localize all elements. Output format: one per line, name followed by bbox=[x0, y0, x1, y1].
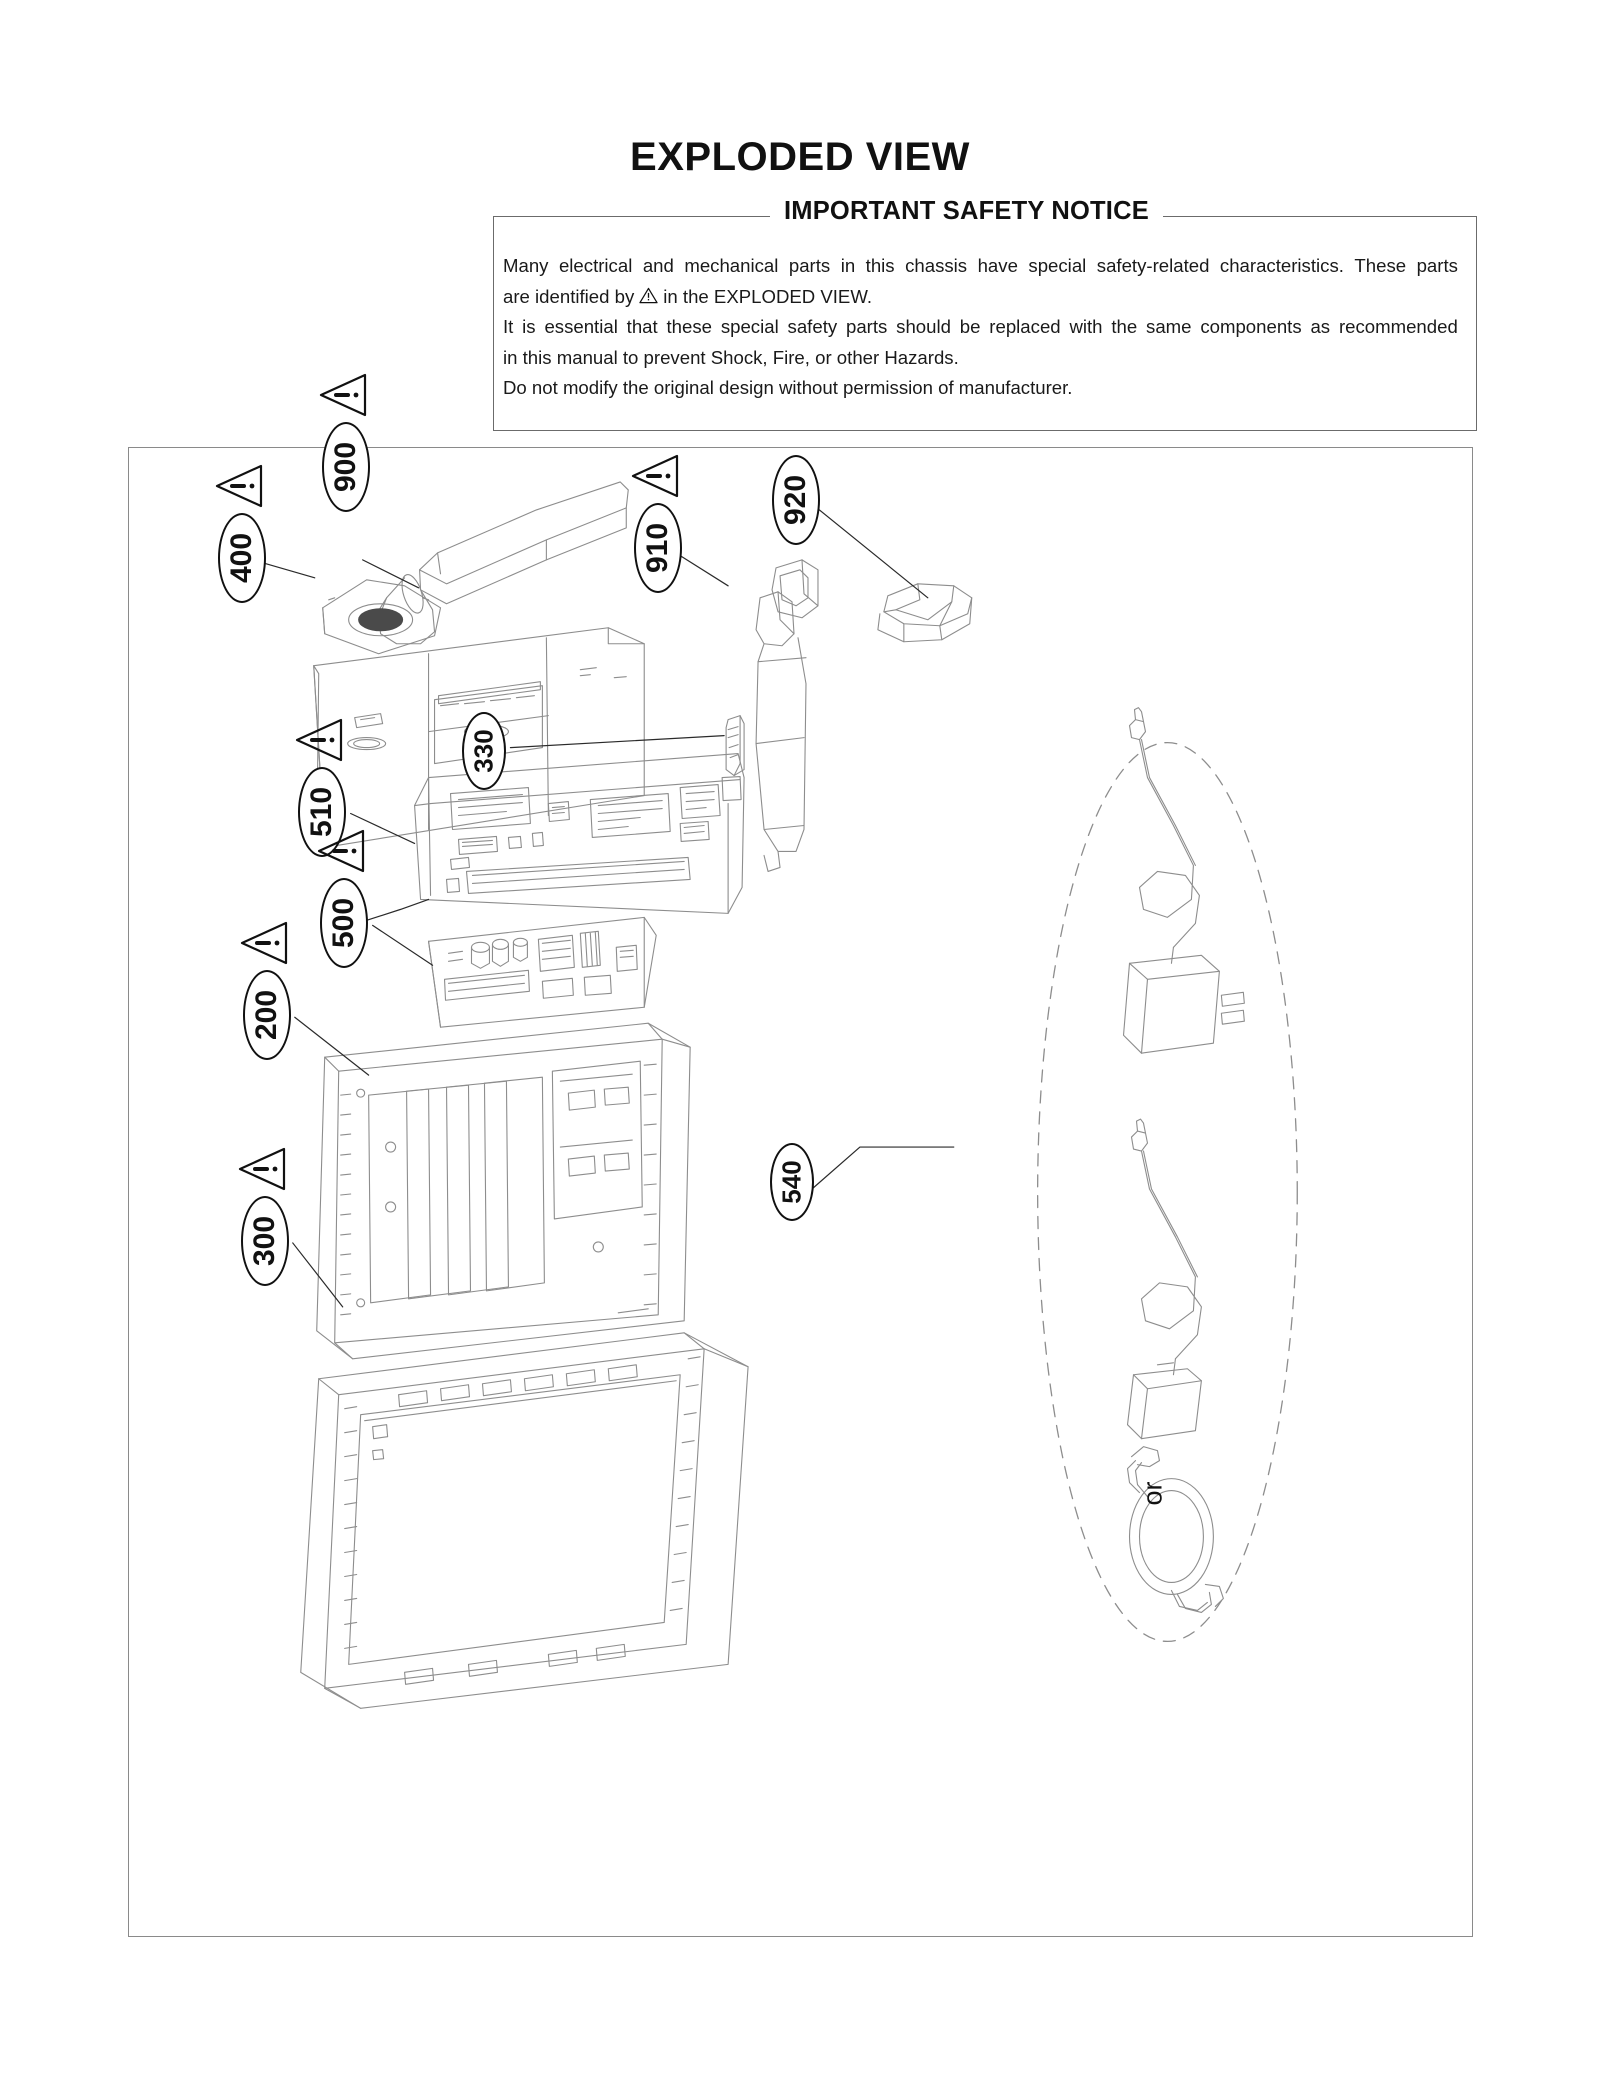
word: with bbox=[1069, 316, 1103, 337]
safety-notice-line-5: Do not modify the original design without permission of manufacturer. bbox=[503, 377, 1073, 398]
word: Many bbox=[503, 255, 549, 276]
safety-notice-line-2-suffix: in the EXPLODED VIEW. bbox=[663, 285, 873, 307]
callout-bubble bbox=[243, 970, 291, 1060]
part-stand-base bbox=[878, 584, 972, 642]
callout-number: 330 bbox=[469, 729, 500, 773]
warning-triangle-icon bbox=[318, 372, 370, 418]
word: and bbox=[642, 255, 674, 276]
word: special bbox=[1028, 255, 1087, 276]
safety-notice-line-3 bbox=[503, 312, 1458, 343]
word: recommended bbox=[1338, 316, 1458, 337]
callout-bubble bbox=[770, 1143, 814, 1221]
part-stand-arm bbox=[756, 560, 818, 872]
word: It bbox=[503, 316, 514, 337]
callout-bubble bbox=[772, 455, 820, 545]
word: replaced bbox=[989, 316, 1061, 337]
adapter-variant-a bbox=[1124, 708, 1245, 1054]
word: special bbox=[720, 316, 779, 337]
callout-number: 910 bbox=[641, 522, 674, 574]
word: safety bbox=[787, 316, 838, 337]
part-main-board-shield bbox=[415, 754, 745, 914]
part-lcd-panel bbox=[301, 1333, 748, 1708]
safety-notice-line-4: in this manual to prevent Shock, Fire, or other Hazards. bbox=[503, 346, 959, 368]
callout-number: 510 bbox=[305, 786, 338, 838]
safety-notice-line-2 bbox=[503, 282, 1469, 313]
mains-power-cord bbox=[1128, 1447, 1224, 1613]
callout-number: 920 bbox=[779, 474, 812, 526]
callout-number: 500 bbox=[327, 897, 360, 949]
safety-notice-line-2-prefix: are identified by bbox=[503, 285, 635, 307]
callout-bubble bbox=[218, 513, 266, 603]
callout-number: 400 bbox=[225, 532, 258, 584]
callout-bubble bbox=[322, 422, 370, 512]
warning-triangle-icon bbox=[630, 453, 682, 499]
word: as bbox=[1310, 316, 1331, 337]
part-power-pcb bbox=[429, 917, 657, 1027]
callout-bubble bbox=[320, 878, 368, 968]
word: mechanical bbox=[684, 255, 779, 276]
word: is bbox=[522, 316, 536, 337]
word: chassis bbox=[905, 255, 968, 276]
word: characteristics. bbox=[1219, 255, 1344, 276]
warning-triangle-icon bbox=[239, 920, 291, 966]
page-title: EXPLODED VIEW bbox=[630, 135, 970, 179]
word: have bbox=[977, 255, 1018, 276]
word: parts bbox=[788, 255, 831, 276]
warning-triangle-icon bbox=[639, 284, 658, 301]
adapter-variant-b bbox=[1128, 1119, 1202, 1439]
word: that bbox=[626, 316, 658, 337]
callout-number: 900 bbox=[329, 441, 362, 493]
warning-triangle-icon bbox=[214, 463, 266, 509]
part-backlight-chassis bbox=[317, 1023, 690, 1359]
warning-triangle-icon bbox=[294, 717, 346, 763]
word: components bbox=[1200, 316, 1302, 337]
word: safety-related bbox=[1096, 255, 1210, 276]
callout-bubble bbox=[462, 712, 506, 790]
safety-notice-heading: IMPORTANT SAFETY NOTICE bbox=[770, 197, 1163, 226]
warning-triangle-icon bbox=[237, 1146, 289, 1192]
word: These bbox=[1354, 255, 1407, 276]
callout-bubble bbox=[241, 1196, 289, 1286]
word: be bbox=[959, 316, 981, 337]
warning-triangle-icon bbox=[316, 828, 368, 874]
word: this bbox=[865, 255, 895, 276]
word: these bbox=[666, 316, 712, 337]
callout-bubble bbox=[634, 503, 682, 593]
word: in bbox=[840, 255, 856, 276]
word: the bbox=[1111, 316, 1138, 337]
alternative-or-label: or bbox=[1137, 1481, 1168, 1506]
safety-notice-line-1 bbox=[503, 251, 1458, 282]
callout-number: 200 bbox=[250, 989, 283, 1041]
callout-number: 540 bbox=[777, 1160, 808, 1204]
part-stand-neck bbox=[323, 482, 629, 654]
word: electrical bbox=[558, 255, 633, 276]
word: should bbox=[896, 316, 951, 337]
safety-notice-body bbox=[503, 251, 1469, 404]
callout-number: 300 bbox=[248, 1215, 281, 1267]
word: same bbox=[1146, 316, 1192, 337]
word: parts bbox=[1416, 255, 1458, 276]
word: essential bbox=[544, 316, 618, 337]
word: parts bbox=[845, 316, 888, 337]
